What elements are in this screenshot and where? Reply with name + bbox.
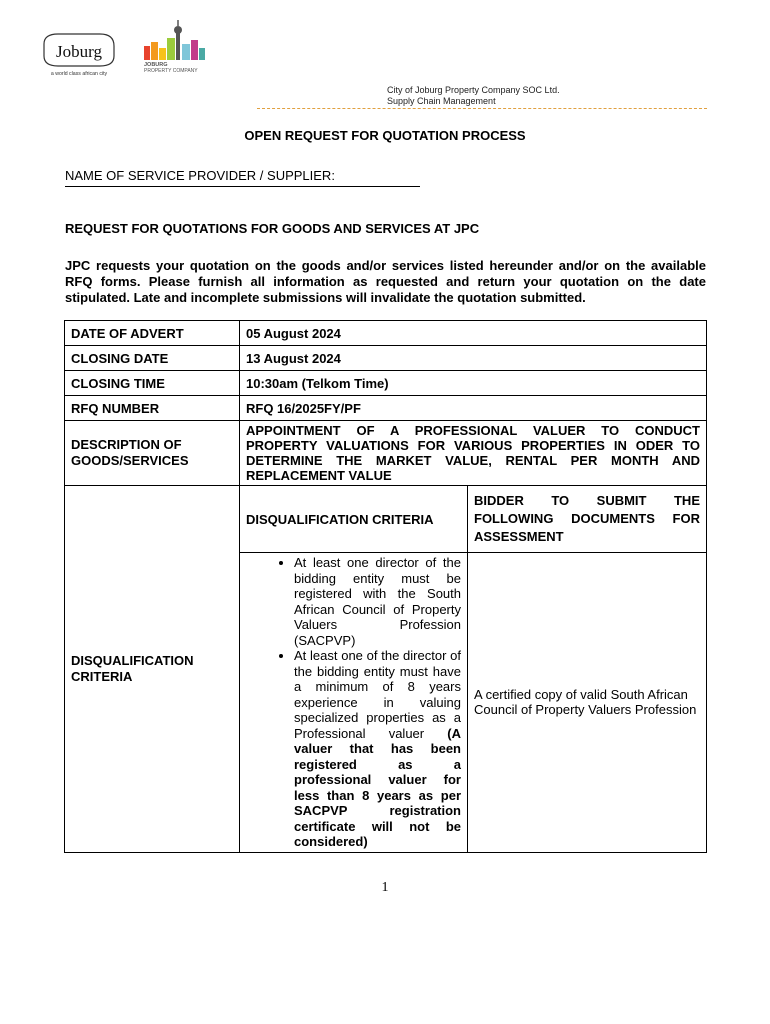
closing-time-label: CLOSING TIME <box>65 371 240 396</box>
date-of-advert-value: 05 August 2024 <box>240 321 707 346</box>
department-name: Supply Chain Management <box>387 96 496 106</box>
joburg-logo <box>40 30 118 76</box>
description-value: APPOINTMENT OF A PROFESSIONAL VALUER TO CONDUCT PROPERTY VALUATIONS FOR VARIOUS PROPERTIES IN ODER TO DETERMINE THE MARKET VALUE, RENTAL PER MONTH AND REPLACEMENT VALUE <box>240 421 707 486</box>
document-title: OPEN REQUEST FOR QUOTATION PROCESS <box>244 128 526 143</box>
joburg-logo-mark <box>40 30 118 76</box>
closing-date-value: 13 August 2024 <box>240 346 707 371</box>
row-closing-date <box>65 346 707 371</box>
rfq-number-value: RFQ 16/2025FY/PF <box>240 396 707 421</box>
disqualification-label: DISQUALIFICATION CRITERIA <box>65 486 240 853</box>
criteria-list <box>246 555 461 850</box>
intro-paragraph: JPC requests your quotation on the goods and/or services listed hereunder and/or on the available RFQ forms. Please furnish all information as requested and return your quotation on the date stipulated. Late and incomplete submissions will invalidate the quotation submitted. <box>65 258 706 305</box>
rfq-heading: REQUEST FOR QUOTATIONS FOR GOODS AND SERVICES AT JPC <box>65 221 480 236</box>
closing-time-value: 10:30am (Telkom Time) <box>240 371 707 396</box>
svg-text:JOBURG: JOBURG <box>144 62 168 68</box>
row-closing-time <box>65 371 707 396</box>
description-label: DESCRIPTION OF GOODS/SERVICES <box>65 421 240 486</box>
criteria-item: • At least one director of the bidding entity must be registered with the South African Council of Property Valuers Profession (SACPVP) <box>294 555 461 648</box>
closing-date-label: CLOSING DATE <box>65 346 240 371</box>
supplier-name-line <box>65 186 420 187</box>
company-name: City of Joburg Property Company SOC Ltd. <box>387 85 560 95</box>
svg-text:a world class african city: a world class african city <box>50 71 108 76</box>
rfq-details-table <box>64 320 707 853</box>
criteria-item-text: At least one of the director of the bidding entity must have a minimum of 8 years experience in valuing specialized properties as a Professional valuer <box>294 648 461 741</box>
criteria-item-note: (A valuer that has been registered as a professional valuer for less than 8 years as per SACPVP registration certificate will not be considered) <box>294 725 461 849</box>
row-rfq-number <box>65 396 707 421</box>
svg-text:Joburg: Joburg <box>56 42 102 61</box>
documents-heading: BIDDER TO SUBMIT THE FOLLOWING DOCUMENTS FOR ASSESSMENT <box>468 486 707 553</box>
required-document: A certified copy of valid South African Council of Property Valuers Profession <box>468 553 707 853</box>
rfq-number-label: RFQ NUMBER <box>65 396 240 421</box>
svg-text:PROPERTY COMPANY: PROPERTY COMPANY <box>144 68 198 74</box>
row-date-of-advert <box>65 321 707 346</box>
supplier-name-label: NAME OF SERVICE PROVIDER / SUPPLIER: <box>65 168 335 183</box>
row-description <box>65 421 707 486</box>
jpc-skyline-icon <box>142 18 214 74</box>
date-of-advert-label: DATE OF ADVERT <box>65 321 240 346</box>
page-number: 1 <box>381 880 389 895</box>
company-header <box>387 85 560 107</box>
row-criteria-heading <box>65 486 707 553</box>
jpc-logo <box>142 18 214 74</box>
disqualification-subheading: DISQUALIFICATION CRITERIA <box>240 486 468 553</box>
header-divider <box>257 108 707 109</box>
criteria-item <box>294 648 461 850</box>
criteria-list-cell <box>240 553 468 853</box>
